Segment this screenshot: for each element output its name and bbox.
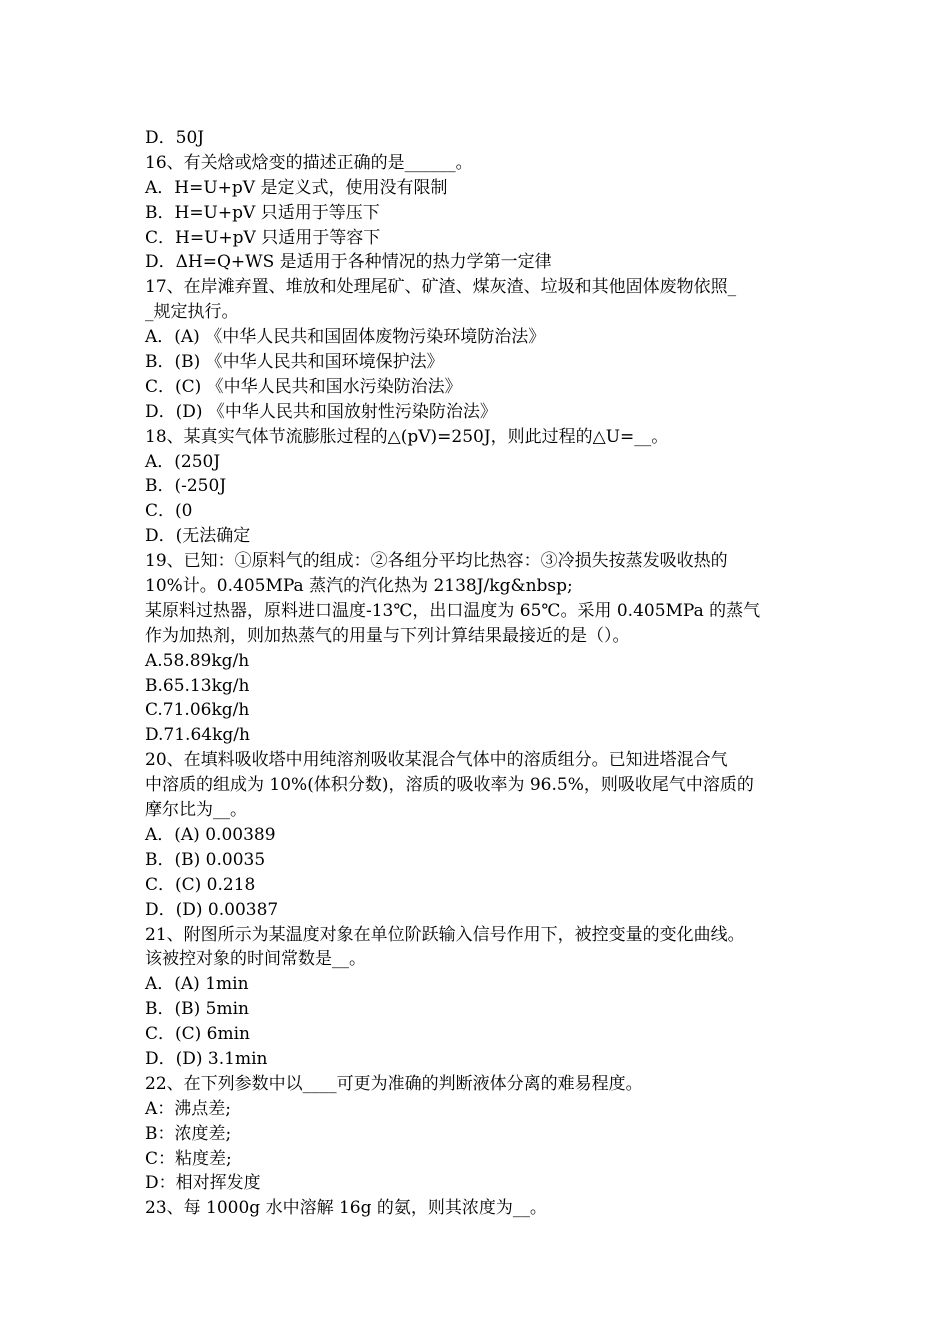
option-b-q17: B．(B) 《中华人民共和国环境保护法》 <box>145 352 444 373</box>
question-19-line-3: 某原料过热器，原料进口温度-13℃，出口温度为 65℃。采用 0.405MPa 的蒸气 <box>145 600 761 621</box>
option-c-q20: C．(C) 0.218 <box>145 874 256 895</box>
option-a-q18: A．(250J <box>145 451 221 472</box>
question-20-line-3: 摩尔比为__。 <box>145 800 247 821</box>
option-c-q19: C.71.06kg/h <box>145 700 250 721</box>
option-d-q20: D．(D) 0.00387 <box>145 899 279 920</box>
question-16: 16、有关焓或焓变的描述正确的是______。 <box>145 152 473 173</box>
option-a-q19: A.58.89kg/h <box>145 650 250 671</box>
option-c-q18: C．(0 <box>145 501 193 522</box>
question-23: 23、每 1000g 水中溶解 16g 的氨，则其浓度为__。 <box>145 1198 547 1219</box>
question-18: 18、某真实气体节流膨胀过程的△(pV)=250J，则此过程的△U=__。 <box>145 426 669 447</box>
option-b-q20: B．(B) 0.0035 <box>145 849 266 870</box>
option-c-q22: C：粘度差; <box>145 1148 232 1169</box>
document-body <box>145 126 825 1221</box>
option-b-q22: B：浓度差; <box>145 1123 232 1144</box>
option-d-q21: D．(D) 3.1min <box>145 1048 268 1069</box>
question-21-line-1: 21、附图所示为某温度对象在单位阶跃输入信号作用下，被控变量的变化曲线。 <box>145 924 745 945</box>
question-20-line-2: 中溶质的组成为 10%(体积分数)，溶质的吸收率为 96.5%，则吸收尾气中溶质的 <box>145 775 754 796</box>
option-d-q16: D．ΔH=Q+WS 是适用于各种情况的热力学第一定律 <box>145 252 552 273</box>
question-20-line-1: 20、在填料吸收塔中用纯溶剂吸收某混合气体中的溶质组分。已知进塔混合气 <box>145 750 728 771</box>
option-b-q21: B．(B) 5min <box>145 999 249 1020</box>
option-a-q16: A．H=U+pV 是定义式，使用没有限制 <box>145 177 448 198</box>
question-19-line-4: 作为加热剂，则加热蒸气的用量与下列计算结果最接近的是（）。 <box>145 625 630 646</box>
option-b-q19: B.65.13kg/h <box>145 675 250 696</box>
option-d-q17: D．(D) 《中华人民共和国放射性污染防治法》 <box>145 401 497 422</box>
option-d-q18: D．(无法确定 <box>145 526 251 547</box>
question-19-line-2: 10%计。0.405MPa 蒸汽的汽化热为 2138J/kg&nbsp; <box>145 576 573 597</box>
option-c-q17: C．(C) 《中华人民共和国水污染防治法》 <box>145 376 462 397</box>
option-a-q21: A．(A) 1min <box>145 974 249 995</box>
option-d-q15: D．50J <box>145 128 205 148</box>
question-21-line-2: 该被控对象的时间常数是__。 <box>145 949 366 970</box>
option-d-q22: D：相对挥发度 <box>145 1173 261 1194</box>
option-d-q19: D.71.64kg/h <box>145 725 250 746</box>
question-22: 22、在下列参数中以____可更为准确的判断液体分离的难易程度。 <box>145 1073 643 1094</box>
option-a-q20: A．(A) 0.00389 <box>145 824 276 845</box>
option-c-q16: C．H=U+pV 只适用于等容下 <box>145 227 381 248</box>
option-a-q17: A．(A) 《中华人民共和国固体废物污染环境防治法》 <box>145 327 546 348</box>
option-b-q16: B．H=U+pV 只适用于等压下 <box>145 202 380 223</box>
question-17-line-1: 17、在岸滩弃置、堆放和处理尾矿、矿渣、煤灰渣、垃圾和其他固体废物依照_ <box>145 277 737 298</box>
question-17-line-2: _规定执行。 <box>145 302 239 323</box>
option-a-q22: A：沸点差; <box>145 1098 232 1119</box>
option-c-q21: C．(C) 6min <box>145 1024 251 1045</box>
option-b-q18: B．(-250J <box>145 476 227 497</box>
question-19-line-1: 19、已知：①原料气的组成：②各组分平均比热容：③冷损失按蒸发吸收热的 <box>145 551 728 572</box>
